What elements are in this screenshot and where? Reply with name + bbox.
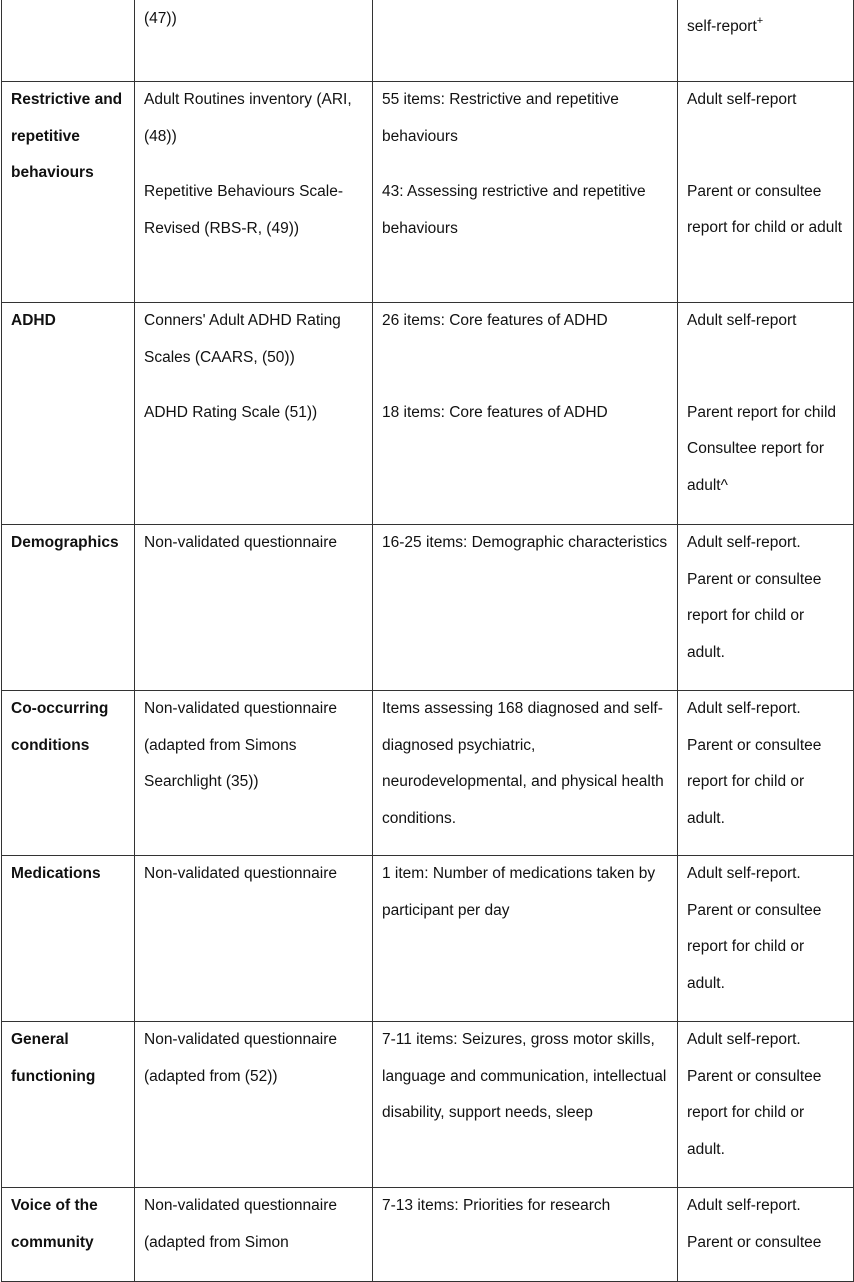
items-cell: 7-13 items: Priorities for research — [373, 1188, 678, 1282]
measure-cell: Non-validated questionnaire — [135, 856, 373, 1022]
domain-cell: Co-occurring conditions — [2, 691, 135, 856]
report-cell: Adult self-report. Parent or consultee report for child or adult. — [678, 1022, 854, 1188]
report-cell: Adult self-report. Parent or consultee report for child or adult. — [678, 525, 854, 691]
domain-cell: Demographics — [2, 525, 135, 691]
domain-cell: General functioning — [2, 1022, 135, 1188]
measures-table — [1, 0, 854, 1282]
report-cell: Adult self-report Parent or consultee report for child or adult — [678, 82, 854, 303]
domain-cell: ADHD — [2, 303, 135, 525]
table-row — [2, 303, 854, 525]
items-cell: 7-11 items: Seizures, gross motor skills, language and communication, intellectual disability, support needs, sleep — [373, 1022, 678, 1188]
report-cell: Adult self-report Parent report for child Consultee report for adult^ — [678, 303, 854, 525]
table-row — [2, 525, 854, 691]
report-cell: Adult self-report. Parent or consultee report for child or adult. — [678, 691, 854, 856]
table-row — [2, 1022, 854, 1188]
measure-cell: Non-validated questionnaire (adapted from (52)) — [135, 1022, 373, 1188]
domain-cell — [2, 0, 135, 82]
table-row — [2, 691, 854, 856]
items-cell: 1 item: Number of medications taken by participant per day — [373, 856, 678, 1022]
items-cell: Items assessing 168 diagnosed and self-diagnosed psychiatric, neurodevelopmental, and physical health conditions. — [373, 691, 678, 856]
measure-cell: Conners' Adult ADHD Rating Scales (CAARS, (50)) ADHD Rating Scale (51)) — [135, 303, 373, 525]
domain-cell: Voice of the community — [2, 1188, 135, 1282]
table-row — [2, 0, 854, 82]
footnote-marker: + — [756, 14, 764, 27]
measure-cell: Non-validated questionnaire — [135, 525, 373, 691]
measure-cell: Non-validated questionnaire (adapted from Simon — [135, 1188, 373, 1282]
domain-cell: Medications — [2, 856, 135, 1022]
measure-cell: Adult Routines inventory (ARI, (48)) Repetitive Behaviours Scale-Revised (RBS-R, (49)) — [135, 82, 373, 303]
items-cell: 55 items: Restrictive and repetitive behaviours 43: Assessing restrictive and repetitive behaviours — [373, 82, 678, 303]
items-cell — [373, 0, 678, 82]
table-row — [2, 856, 854, 1022]
domain-cell: Restrictive and repetitive behaviours — [2, 82, 135, 303]
report-cell: Adult self-report. Parent or consultee — [678, 1188, 854, 1282]
report-cell: self-report+ — [678, 0, 854, 82]
measure-cell: (47)) — [135, 0, 373, 82]
items-cell: 16-25 items: Demographic characteristics — [373, 525, 678, 691]
table-row — [2, 82, 854, 303]
table-row — [2, 1188, 854, 1282]
report-cell: Adult self-report. Parent or consultee report for child or adult. — [678, 856, 854, 1022]
measure-cell: Non-validated questionnaire (adapted from Simons Searchlight (35)) — [135, 691, 373, 856]
items-cell: 26 items: Core features of ADHD 18 items: Core features of ADHD — [373, 303, 678, 525]
